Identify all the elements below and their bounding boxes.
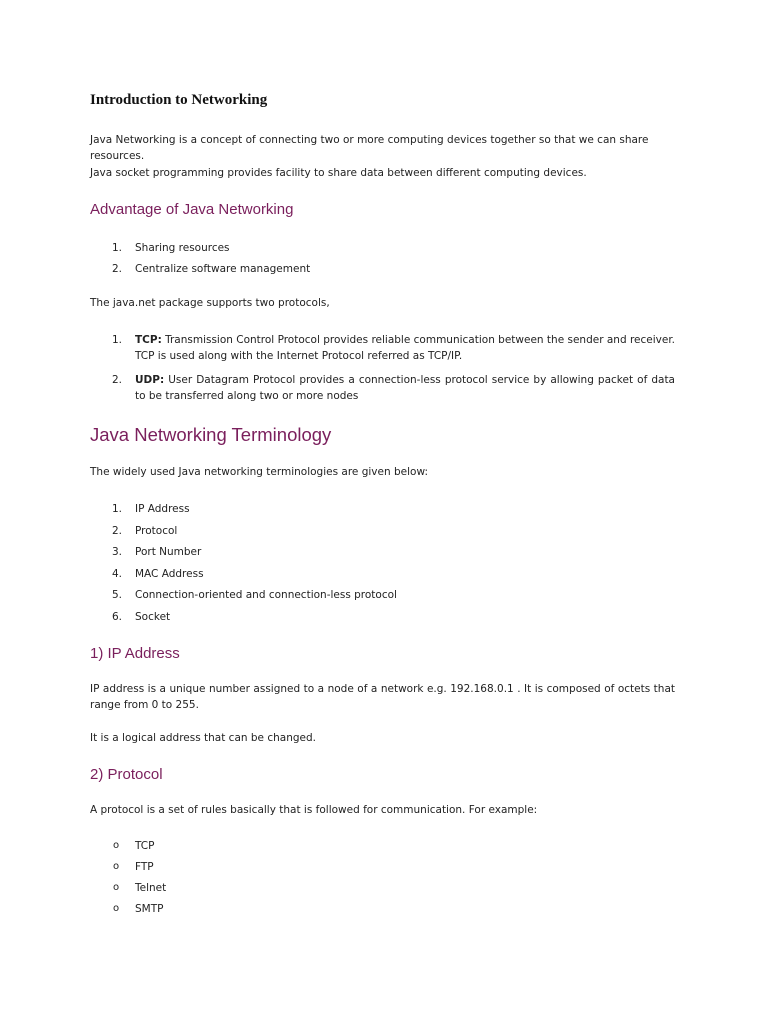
- terminology-intro: The widely used Java networking terminologies are given below:: [90, 466, 428, 478]
- list-item: 2. Protocol: [112, 524, 178, 537]
- intro-paragraph-1: Java Networking is a concept of connecting two or more computing devices together so that we can share resources.: [90, 134, 649, 162]
- ip-paragraph-1: IP address is a unique number assigned to a node of a network e.g. 192.168.0.1 . It is composed of octets that range from 0 to 255.: [90, 683, 675, 711]
- list-item: 1. TCP: Transmission Control Protocol provides reliable communication between the sender and receiver. TCP is used along with the Internet Protocol referred as TCP/IP.: [112, 334, 676, 362]
- list-item: o FTP: [113, 861, 154, 873]
- list-item: 4. MAC Address: [112, 567, 204, 580]
- advantage-heading: Advantage of Java Networking: [90, 201, 294, 218]
- protocol-heading: 2) Protocol: [90, 766, 163, 783]
- protocol-paragraph: A protocol is a set of rules basically that is followed for communication. For example:: [90, 804, 538, 816]
- list-item: 2. UDP: User Datagram Protocol provides a connection-less protocol service by allowing packet of data to be transferred along two or more nodes: [112, 374, 675, 402]
- intro-paragraph-2: Java socket programming provides facility to share data between different computing devices.: [90, 167, 587, 179]
- package-paragraph: The java.net package supports two protocols,: [90, 297, 330, 309]
- protocol-examples-list: [90, 838, 675, 922]
- list-item: 6. Socket: [112, 610, 171, 623]
- list-item: 5. Connection-oriented and connection-less protocol: [112, 589, 397, 601]
- advantage-list: [90, 240, 675, 282]
- list-item: 3. Port Number: [112, 546, 202, 558]
- page-title: Introduction to Networking: [90, 92, 268, 108]
- ip-address-heading: 1) IP Address: [90, 645, 180, 662]
- list-item: 1. Sharing resources: [112, 242, 230, 254]
- terminology-list: [90, 501, 675, 630]
- terminology-heading: Java Networking Terminology: [90, 424, 332, 445]
- ip-paragraph-2: It is a logical address that can be changed.: [90, 732, 316, 744]
- protocol-list: [90, 332, 675, 404]
- list-item: 2. Centralize software management: [112, 263, 311, 275]
- list-item: o SMTP: [113, 903, 164, 915]
- list-item: o TCP: [113, 840, 155, 852]
- list-item: 1. IP Address: [112, 503, 190, 515]
- list-item: o Telnet: [113, 882, 167, 894]
